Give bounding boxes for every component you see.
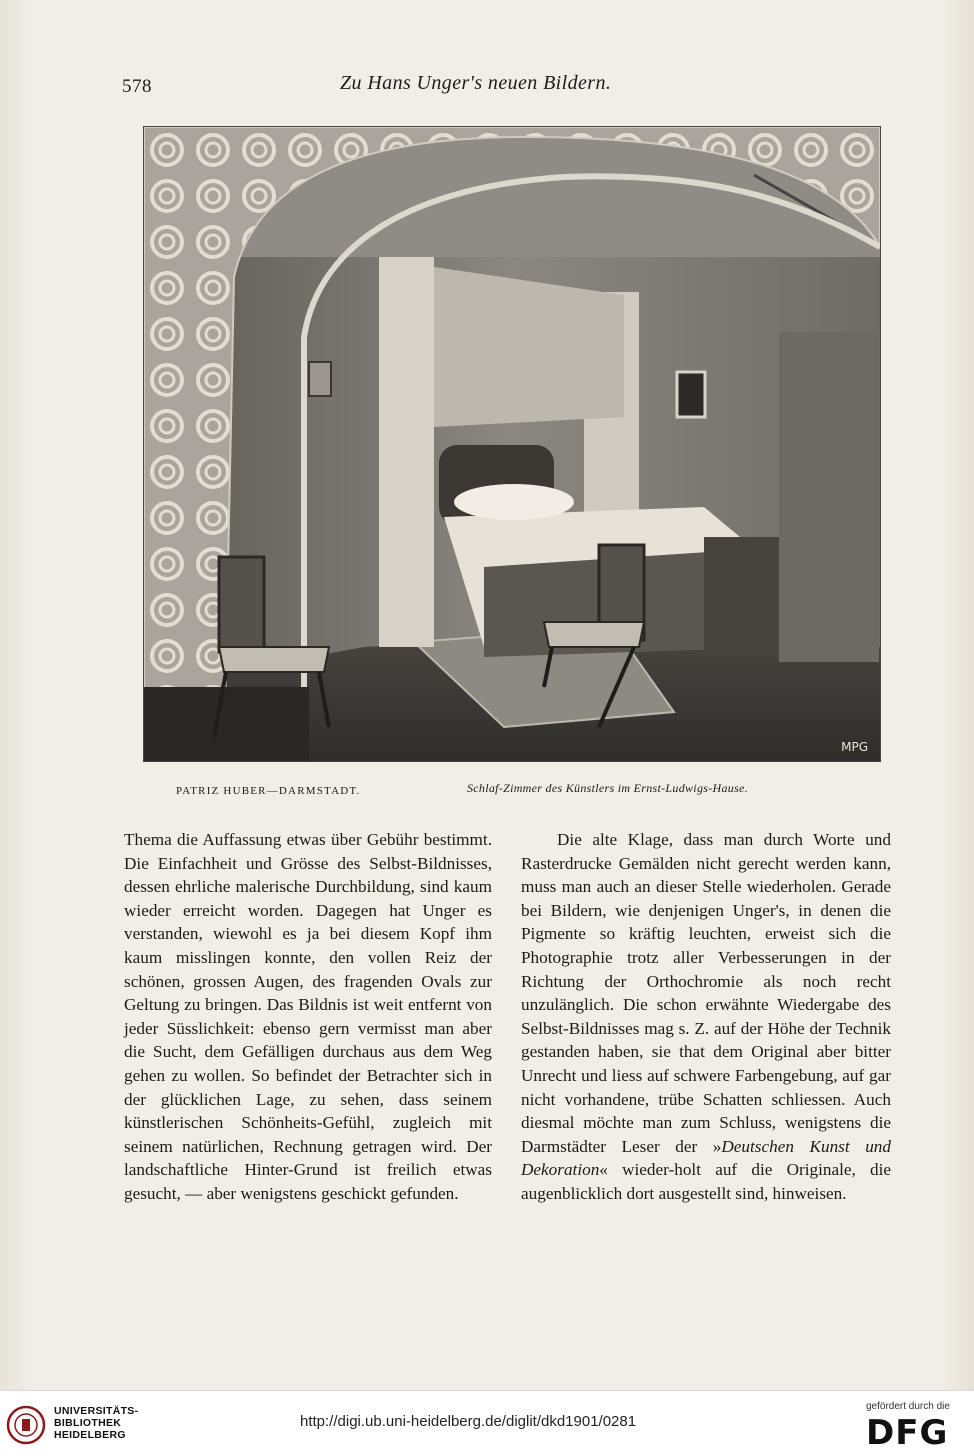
bedroom-photo-illustration [144,127,880,761]
paragraph-right [521,828,891,1206]
institution-line-2: BIBLIOTHEK [54,1417,122,1429]
dfg-logo: DFG [866,1413,949,1453]
paragraph-right-text-1: Die alte Klage, dass man durch Worte und Rasterdrucke Gemälden nicht gerecht werden kann, muss man auch an dieser Stelle wiederholen. Gerade bei Bildern, wie denjenigen Unger's, in denen die Pigmente so kräftig leuchten, erweist sich die Photographie trotz aller Verbesserungen in der Richtung der Orthochromie als noch recht unzulänglich. Die schon erwähnte Wiedergabe des Selbst-Bildnisses mag s. Z. auf der Höhe der Technik gestanden haben, sie that dem Original aber bitter Unrecht und liess auf schwere Farbengebung, auf gar nicht vorhandene, trübe Schatten schliessen. Auch diesmal möchte man zum Schluss, wenigstens die Darmstädter Leser der » [521,830,891,1156]
page-number: 578 [122,76,152,97]
funding-note: gefördert durch die [866,1401,950,1412]
running-title: Zu Hans Unger's neuen Bildern. [340,72,612,94]
magazine-title: Deutschen Kunst und Dekoration [521,1136,891,1180]
paragraph-right-text-2: « wieder-holt auf die Originale, die augenblicklich dort ausgestellt sind, hinweisen. [521,1160,891,1203]
text-column-left [124,828,492,1206]
institution-line-3: HEIDELBERG [54,1429,126,1441]
institution-line-1: UNIVERSITÄTS- [54,1405,139,1417]
source-url-link[interactable]: http://digi.ub.uni-heidelberg.de/diglit/dkd1901/0281 [300,1413,637,1430]
institution-name [54,1405,138,1441]
university-seal-icon [6,1405,46,1445]
digitization-footer [0,1390,974,1456]
text-column-right [521,828,891,1206]
bedroom-photograph [143,126,881,762]
caption-title: Schlaf-Zimmer des Künstlers im Ernst-Ludwigs-Hause. [467,781,748,795]
caption-artist: PATRIZ HUBER—DARMSTADT. [176,785,361,797]
photo-monogram: MPG [841,740,868,754]
paragraph-left: Thema die Auffassung etwas über Gebühr bestimmt. Die Einfachheit und Grösse des Selbst-Bildnisses, dessen ehrliche malerische Durchbildung, sind kaum wieder erreicht worden. Dagegen hat Unger es verstanden, wiewohl es ja bei diesem Kopf ihm kaum misslingen konnte, den vollen Reiz der schönen, grossen Augen, des fragenden Ovals zur Geltung zu bringen. Das Bildnis ist weit entfernt von jeder Süsslichkeit: ebenso gern vermisst man aber die Sucht, dem Gefälligen durchaus aus dem Weg gehen zu wollen. So befindet der Betrachter sich in der glücklichen Lage, zu sehen, dass seinem künstlerischen Schönheits-Gefühl, zugleich mit seinem natürlichen, Rechnung getragen wird. Der landschaftliche Hinter-Grund ist freilich etwas gesucht, — aber wenigstens geschickt gefunden. [124,830,492,1203]
